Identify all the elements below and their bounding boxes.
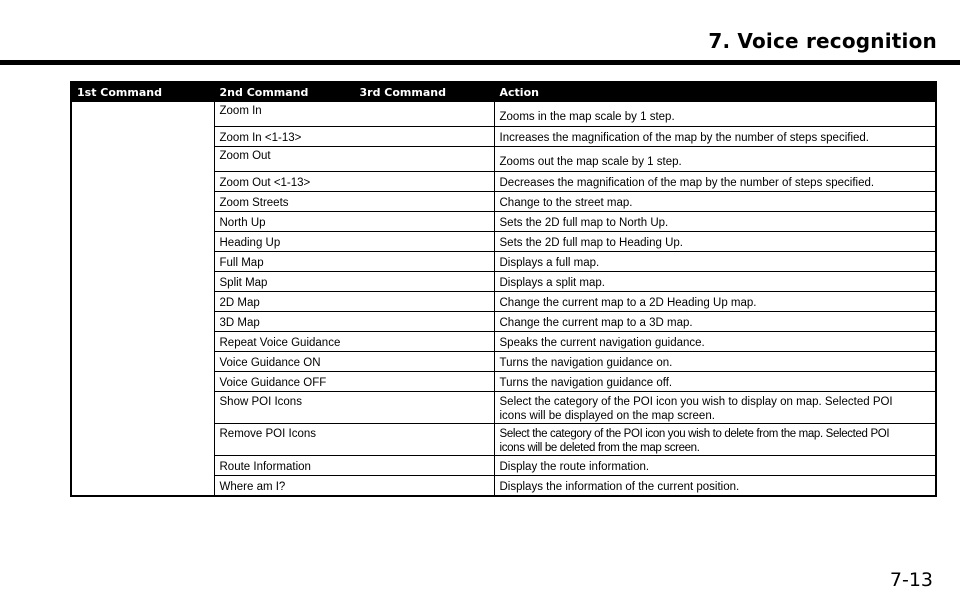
command-cell: Route Information [214,456,494,476]
command-cell: Where am I? [214,476,494,496]
column-header-2nd-command: 2nd Command [214,82,354,102]
command-cell: 3D Map [214,312,494,332]
column-header-3rd-command: 3rd Command [354,82,494,102]
action-cell: Zooms in the map scale by 1 step. [494,102,936,127]
command-cell: Split Map [214,272,494,292]
command-cell: Zoom Out <1-13> [214,172,494,192]
command-cell: Voice Guidance OFF [214,372,494,392]
action-cell: Change the current map to a 2D Heading Up map. [494,292,936,312]
action-cell: Display the route information. [494,456,936,476]
command-cell: Zoom Out [214,147,494,172]
command-cell: Heading Up [214,232,494,252]
command-cell: Zoom In [214,102,494,127]
action-cell: Displays the information of the current position. [494,476,936,496]
command-cell: Full Map [214,252,494,272]
action-cell: Change to the street map. [494,192,936,212]
column-header-action: Action [494,82,936,102]
action-cell: Sets the 2D full map to North Up. [494,212,936,232]
command-cell: North Up [214,212,494,232]
action-line: icons will be deleted from the map screen. [499,442,700,454]
action-cell: Sets the 2D full map to Heading Up. [494,232,936,252]
action-cell [494,424,936,456]
page-number: 7-13 [889,569,933,591]
section-title: 7. Voice recognition [708,29,937,53]
command-cell: 2D Map [214,292,494,312]
first-command-cell [71,102,214,496]
action-cell: Increases the magnification of the map by the number of steps specified. [494,127,936,147]
column-header-1st-command: 1st Command [71,82,214,102]
action-cell [494,392,936,424]
command-cell: Show POI Icons [214,392,494,424]
command-cell: Voice Guidance ON [214,352,494,372]
command-cell: Repeat Voice Guidance [214,332,494,352]
table-row [71,102,936,127]
command-cell: Remove POI Icons [214,424,494,456]
voice-command-table [70,81,937,497]
action-cell: Change the current map to a 3D map. [494,312,936,332]
action-cell: Speaks the current navigation guidance. [494,332,936,352]
table-header-row [71,82,936,102]
action-line: Select the category of the POI icon you wish to delete from the map. Selected POI [499,428,890,440]
action-line: Select the category of the POI icon you wish to display on map. Selected POI [499,396,893,408]
command-cell: Zoom In <1-13> [214,127,494,147]
header-rule [0,60,960,65]
action-cell: Zooms out the map scale by 1 step. [494,147,936,172]
action-line: icons will be displayed on the map screen. [499,410,715,422]
command-cell: Zoom Streets [214,192,494,212]
action-cell: Decreases the magnification of the map by the number of steps specified. [494,172,936,192]
action-cell: Displays a full map. [494,252,936,272]
action-cell: Displays a split map. [494,272,936,292]
action-cell: Turns the navigation guidance on. [494,352,936,372]
action-cell: Turns the navigation guidance off. [494,372,936,392]
